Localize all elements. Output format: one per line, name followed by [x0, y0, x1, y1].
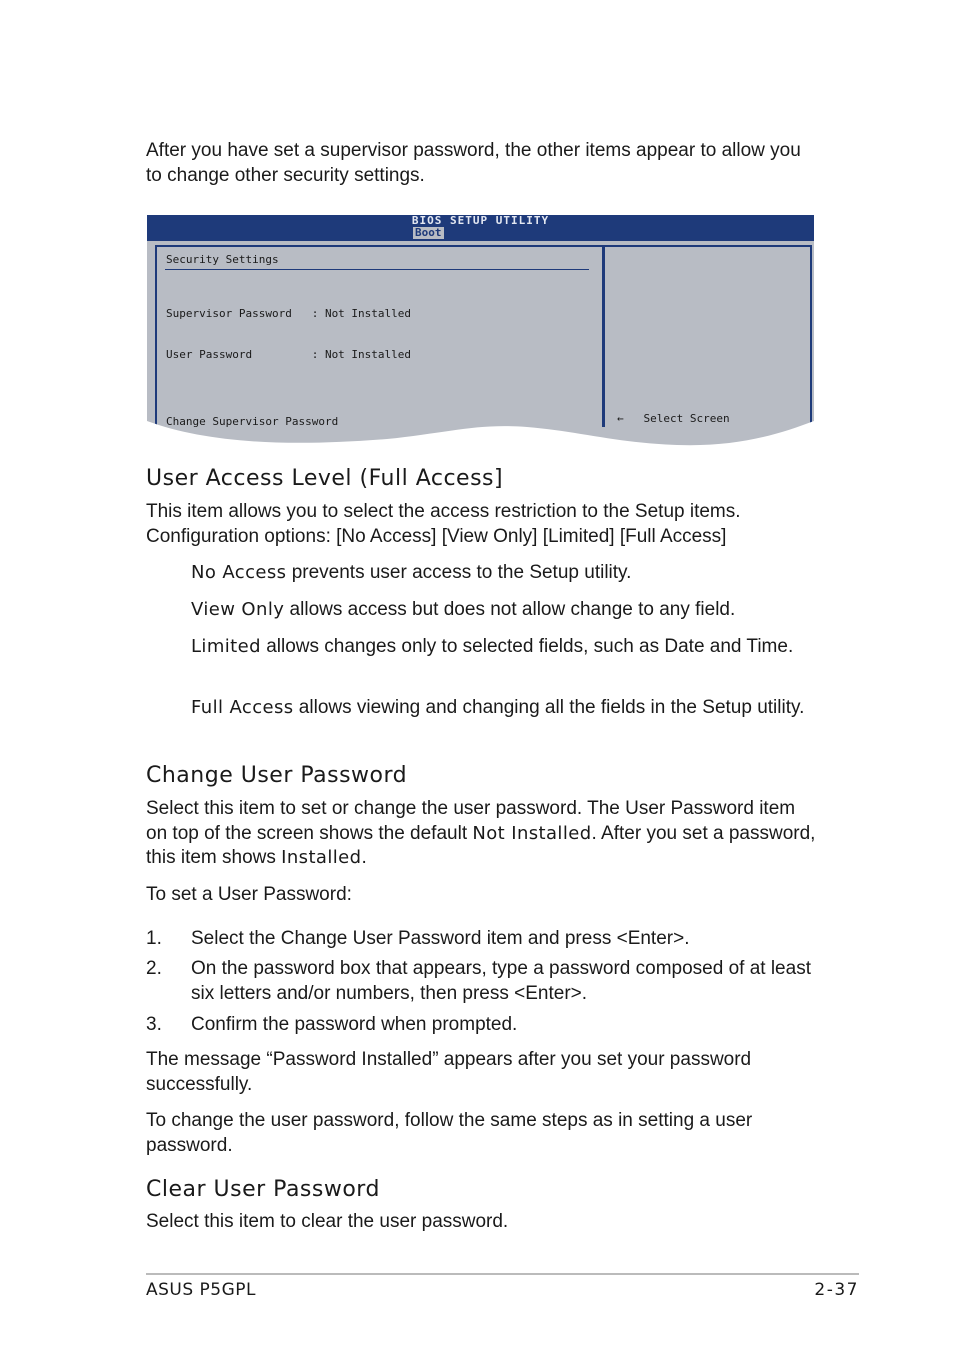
- heading-change-user-password: Change User Password: [146, 763, 408, 788]
- user-access-level-description: This item allows you to select the access restriction to the Setup items. Configuration options: [No Access] [View Only] [Limited] [Full Access]: [146, 501, 741, 547]
- step-text: Confirm the password when prompted.: [191, 1014, 518, 1035]
- term: Not Installed: [472, 822, 592, 844]
- bios-tab-boot: Boot: [415, 226, 442, 239]
- step-number: 3.: [146, 1014, 162, 1035]
- option-limited: [191, 635, 811, 660]
- change-password-note: To change the user password, follow the same steps as in setting a user password.: [146, 1110, 753, 1156]
- bios-screenshot: [147, 215, 814, 447]
- clear-user-password-description: Select this item to clear the user password.: [146, 1211, 509, 1232]
- step-text: On the password box that appears, type a password composed of at least six letters and/or numbers, then press <Enter>.: [191, 958, 811, 1004]
- term: Full Access: [191, 697, 294, 718]
- footer-divider: [146, 1273, 859, 1275]
- bios-header-bar: [147, 215, 814, 241]
- footer-page-number: 2-37: [814, 1280, 859, 1300]
- bios-title: BIOS SETUP UTILITY: [411, 215, 550, 227]
- left-arrow-icon: ←: [617, 412, 624, 425]
- option-no-access: [191, 561, 811, 586]
- option-desc: prevents user access to the Setup utility.: [286, 562, 632, 583]
- option-view-only: [191, 598, 811, 623]
- option-desc: allows access but does not allow change to any field.: [284, 599, 736, 620]
- bios-section-title: Security Settings: [166, 253, 279, 266]
- text: .: [361, 847, 367, 868]
- term: Installed: [281, 847, 362, 868]
- option-desc: allows changes only to selected fields, such as Date and Time.: [260, 636, 794, 657]
- set-password-intro: To set a User Password:: [146, 884, 352, 905]
- bios-separator: [165, 269, 589, 270]
- bios-right-panel: [602, 245, 812, 427]
- bios-line: User Password : Not Installed: [166, 347, 412, 361]
- step-number: 1.: [146, 928, 162, 949]
- torn-edge: [147, 421, 814, 447]
- option-desc: allows viewing and changing all the fields in the Setup utility.: [293, 697, 805, 718]
- text: . After you set a password, this item shows: [146, 822, 816, 868]
- term: Limited: [191, 636, 261, 657]
- footer-product-name: ASUS P5GPL: [146, 1280, 257, 1300]
- option-full-access: [191, 696, 811, 721]
- change-user-password-description: [146, 797, 816, 871]
- bios-line: Change Supervisor Password: [166, 415, 339, 428]
- term: View Only: [191, 599, 285, 620]
- password-installed-note: The message “Password Installed” appears after you set your password successfully.: [146, 1049, 752, 1095]
- step-number: 2.: [146, 958, 162, 979]
- intro-paragraph: After you have set a supervisor password, the other items appear to allow you to change other security settings.: [146, 140, 801, 186]
- heading-user-access-level: User Access Level (Full Access]: [146, 466, 504, 491]
- step-text: Select the Change User Password item and press <Enter>.: [191, 928, 690, 949]
- term: No Access: [191, 562, 287, 583]
- text: Select this item to set or change the user password. The User Password item on top of the screen shows the default: [146, 798, 796, 844]
- bios-line: Supervisor Password : Not Installed: [166, 307, 412, 320]
- heading-clear-user-password: Clear User Password: [146, 1177, 380, 1202]
- bios-help-label: Select Screen: [643, 412, 730, 425]
